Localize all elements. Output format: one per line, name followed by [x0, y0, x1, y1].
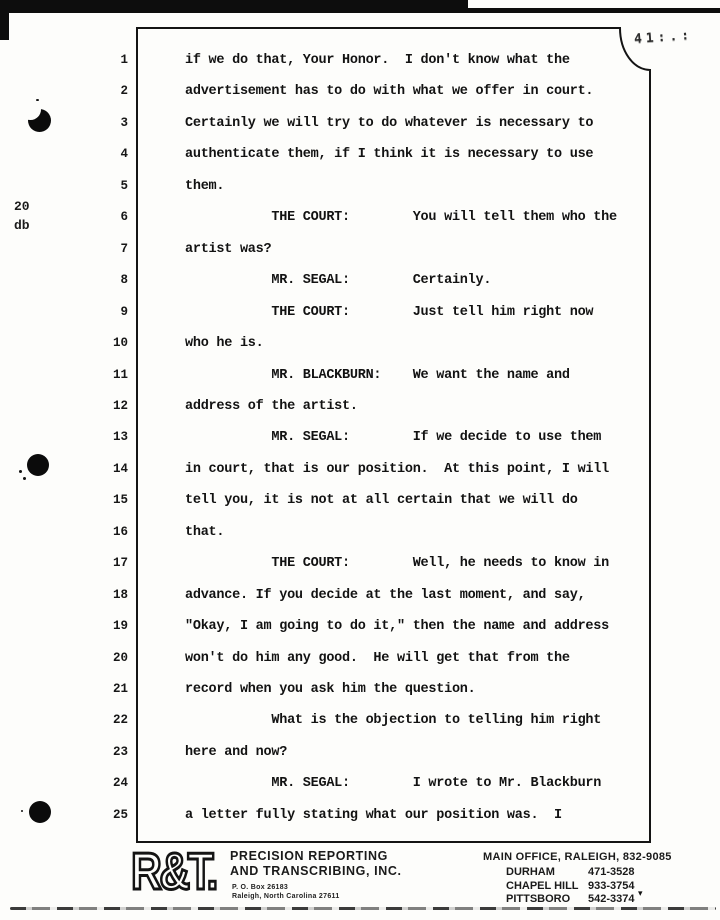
transcript-line	[0, 525, 700, 542]
line-text: artist was?	[185, 241, 272, 257]
transcript-line	[0, 336, 700, 353]
line-text: them.	[185, 178, 225, 194]
transcript-line	[0, 651, 700, 668]
line-number: 19	[112, 619, 128, 634]
transcript-line	[0, 493, 700, 510]
line-text: MR. SEGAL: Certainly.	[185, 273, 492, 289]
line-number: 17	[112, 556, 128, 571]
transcript-line	[0, 556, 700, 573]
line-text: "Okay, I am going to do it," then the name and address	[185, 619, 609, 635]
line-number: 6	[120, 210, 128, 225]
line-number: 9	[120, 304, 128, 319]
transcript-line	[0, 462, 700, 479]
line-number: 15	[112, 493, 128, 508]
line-text: here and now?	[185, 744, 288, 760]
line-text: a letter fully stating what our position was. I	[185, 807, 562, 823]
transcript-line	[0, 84, 700, 101]
line-number: 4	[120, 147, 128, 162]
transcript-line	[0, 147, 700, 164]
transcript-line	[0, 682, 700, 699]
address-line2: Raleigh, North Carolina 27611	[232, 892, 340, 900]
address-line1: P. O. Box 26183	[232, 884, 289, 891]
line-text: tell you, it is not at all certain that we will do	[185, 493, 578, 509]
margin-note: 20	[14, 199, 30, 214]
main-office-phone: MAIN OFFICE, RALEIGH, 832-9085	[483, 851, 672, 863]
transcript-line	[0, 210, 700, 227]
transcript-line	[0, 305, 700, 322]
line-number: 21	[112, 682, 128, 696]
line-number: 14	[112, 461, 128, 476]
company-name-line1: PRECISION REPORTING	[230, 849, 388, 863]
line-number: 5	[120, 178, 128, 193]
line-text: in court, that is our position. At this point, I will	[185, 461, 609, 477]
line-text: THE COURT: You will tell them who the	[185, 210, 617, 226]
line-text: won't do him any good. He will get that from the	[185, 650, 570, 666]
transcript-line	[0, 368, 700, 385]
branch-office-row	[506, 866, 635, 880]
transcript-line	[0, 776, 700, 793]
line-number: 22	[112, 713, 128, 728]
scan-smudge-line	[10, 907, 716, 910]
line-number: 1	[120, 53, 128, 67]
line-text: record when you ask him the question.	[185, 682, 476, 697]
line-text: that.	[185, 524, 225, 540]
line-text: who he is.	[185, 336, 264, 352]
line-number: 7	[120, 241, 128, 256]
branch-office-list	[506, 866, 635, 907]
line-number: 18	[112, 587, 128, 602]
line-text: authenticate them, if I think it is necessary to use	[185, 147, 594, 163]
page-number-stamp: 41:.:	[633, 27, 694, 48]
transcript-line	[0, 745, 700, 762]
line-text: address of the artist.	[185, 398, 358, 414]
scan-edge-line	[0, 8, 720, 13]
line-number: 23	[112, 744, 128, 759]
line-number: 11	[112, 367, 128, 382]
line-text: advertisement has to do with what we offer in court.	[185, 84, 594, 100]
line-text: MR. SEGAL: I wrote to Mr. Blackburn	[185, 776, 602, 792]
line-number: 12	[112, 398, 128, 413]
transcript-line	[0, 808, 700, 825]
line-text: What is the objection to telling him right	[185, 713, 602, 729]
line-number: 20	[112, 650, 128, 665]
branch-office-phone: 542-3374	[588, 893, 635, 905]
scan-edge-nub	[0, 0, 9, 40]
line-text: THE COURT: Well, he needs to know in	[185, 556, 609, 572]
transcript-line	[0, 399, 700, 416]
company-address	[232, 884, 340, 901]
branch-office-row	[506, 893, 635, 907]
line-number: 2	[120, 84, 128, 99]
stray-mark: ▾	[638, 888, 643, 898]
transcript-line	[0, 713, 700, 730]
transcript-line	[0, 179, 700, 196]
transcript-line	[0, 619, 700, 636]
line-text: MR. BLACKBURN: We want the name and	[185, 367, 570, 383]
transcript-line	[0, 588, 700, 605]
pt-company-logo: R&T.	[131, 843, 216, 901]
transcript-line	[0, 116, 700, 133]
line-text: MR. SEGAL: If we decide to use them	[185, 430, 602, 446]
branch-office-phone: 471-3528	[588, 866, 635, 878]
company-name-line2: AND TRANSCRIBING, INC.	[230, 863, 402, 878]
line-number: 24	[112, 776, 128, 791]
line-number: 10	[112, 336, 128, 351]
branch-office-phone: 933-3754	[588, 879, 635, 892]
transcript-line	[0, 273, 700, 290]
company-name	[230, 849, 402, 878]
branch-office-name: DURHAM	[506, 866, 555, 878]
branch-office-name: CHAPEL HILL	[506, 879, 579, 892]
line-number: 13	[112, 430, 128, 445]
transcript-line	[0, 53, 700, 70]
branch-office-name: PITTSBORO	[506, 893, 571, 905]
transcript-line	[0, 430, 700, 447]
line-text: Certainly we will try to do whatever is necessary to	[185, 115, 594, 131]
line-text: if we do that, Your Honor. I don't know what the	[185, 53, 570, 68]
line-number: 16	[112, 524, 128, 539]
margin-note: db	[14, 218, 30, 233]
transcript-line	[0, 242, 700, 259]
line-number: 25	[112, 807, 128, 822]
line-number: 8	[120, 273, 128, 288]
line-text: advance. If you decide at the last moment, and say,	[185, 587, 586, 603]
line-text: THE COURT: Just tell him right now	[185, 304, 594, 320]
line-number: 3	[120, 115, 128, 130]
branch-office-row	[506, 880, 635, 894]
